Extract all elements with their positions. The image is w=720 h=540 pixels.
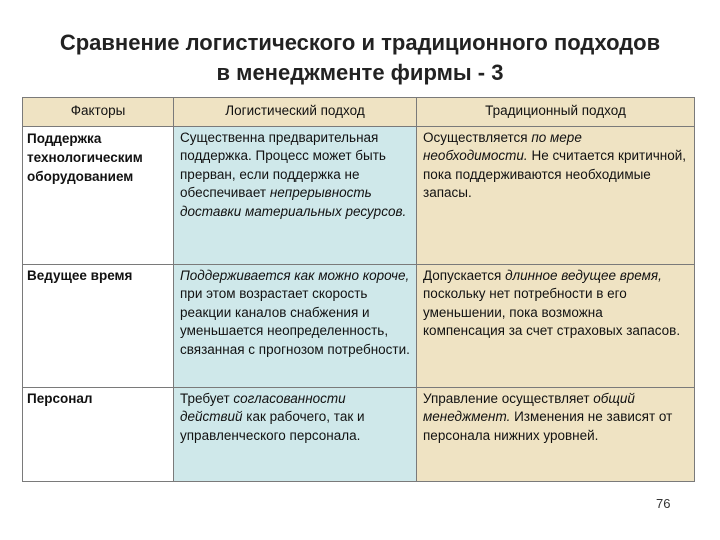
cell-text: Осуществляется bbox=[423, 129, 532, 145]
cell-text: Требует bbox=[180, 390, 234, 406]
page-title bbox=[0, 28, 720, 88]
header-factors: Факторы bbox=[23, 98, 174, 127]
cell-text-italic: согласованности действий bbox=[180, 390, 346, 424]
factor-cell: Ведущее время bbox=[23, 264, 174, 387]
cell-text: Изменения не зависят от персонала нижних уровней. bbox=[423, 409, 673, 443]
traditional-cell bbox=[417, 264, 695, 387]
cell-text-italic: Поддерживается как можно короче, bbox=[180, 267, 410, 283]
factor-cell: Поддержка технологическим оборудованием bbox=[23, 126, 174, 264]
title-line-2: в менеджменте фирмы - 3 bbox=[216, 60, 504, 85]
cell-text: как рабочего, так и управленческого персонала. bbox=[180, 409, 365, 443]
header-logistic: Логистический подход bbox=[174, 98, 417, 127]
cell-text: Не считается критичной, пока поддерживаются необходимые запасы. bbox=[423, 148, 687, 200]
table-row bbox=[23, 264, 695, 387]
cell-text-italic: общий менеджмент. bbox=[423, 390, 635, 424]
cell-text: поскольку нет потребности в его уменьшении, пока возможна компенсация за счет страховых запасов. bbox=[423, 286, 681, 338]
logistic-cell bbox=[174, 387, 417, 481]
page-number: 76 bbox=[656, 496, 671, 511]
cell-text: Допускается bbox=[423, 267, 506, 283]
comparison-table bbox=[22, 97, 695, 482]
cell-text-italic: по мере необходимости. bbox=[423, 129, 582, 163]
factor-cell: Персонал bbox=[23, 387, 174, 481]
traditional-cell bbox=[417, 126, 695, 264]
logistic-cell bbox=[174, 264, 417, 387]
cell-text: Существенна предварительная поддержка. Процесс может быть прерван, если поддержка не обеспечивает bbox=[180, 129, 386, 200]
table-header-row bbox=[23, 98, 695, 127]
cell-text: Управление осуществляет bbox=[423, 390, 594, 406]
cell-text-italic: длинное ведущее время, bbox=[505, 267, 662, 283]
title-line-1: Сравнение логистического и традиционного подходов bbox=[59, 30, 661, 55]
cell-text: при этом возрастает скорость реакции каналов снабжения и уменьшается неопределенность, связанная с прогнозом потребности. bbox=[180, 286, 410, 357]
table-row bbox=[23, 126, 695, 264]
header-traditional: Традиционный подход bbox=[417, 98, 695, 127]
cell-text-italic: непрерывность доставки материальных ресурсов. bbox=[180, 185, 407, 219]
table-row bbox=[23, 387, 695, 481]
logistic-cell bbox=[174, 126, 417, 264]
traditional-cell bbox=[417, 387, 695, 481]
